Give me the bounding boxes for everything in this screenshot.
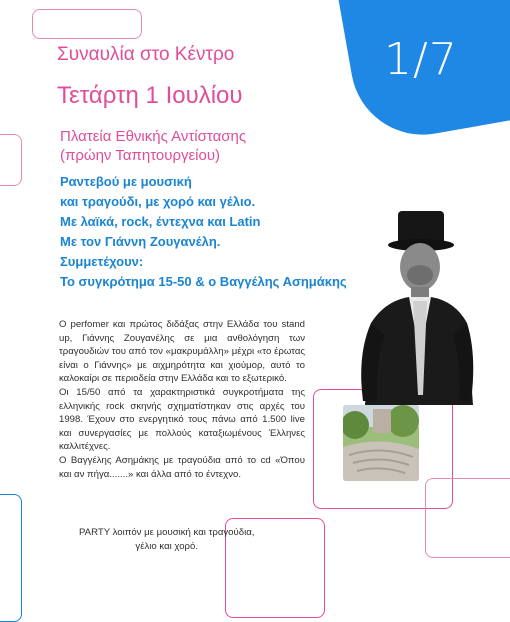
decor-box-bottom-right — [425, 478, 510, 558]
highlight-line: Συμμετέχουν: — [60, 254, 144, 269]
highlight-line: Ραντεβού με μουσική — [60, 174, 192, 189]
performer-photo — [305, 205, 475, 405]
closing-text — [79, 526, 254, 553]
highlight-line: και τραγούδι, με χορό και γέλιο. — [60, 194, 256, 209]
location-line-1: Πλατεία Εθνικής Αντίστασης — [60, 128, 247, 145]
decor-box-left — [0, 134, 22, 186]
date-label: 1/7 — [384, 34, 458, 85]
event-highlights — [60, 172, 347, 292]
description-paragraph: Οι 15/50 από τα χαρακτηριστικά συγκροτήματα της ελληνικής rock σκηνής σχηματίστηκαν στις αρχές του 1998. Έχουν στο ενεργητικό τους πάνω από 1.500 live και συνεργασίες με πολλούς καταξιωμένους Έλληνες καλλιτέχνες. — [59, 386, 305, 453]
highlight-line: Με τον Γιάννη Ζουγανέλη. — [60, 234, 221, 249]
event-title: Συναυλία στο Κέντρο — [57, 44, 235, 65]
venue-photo — [343, 405, 419, 481]
location-line-2: (πρώην Ταπητουργείου) — [60, 147, 221, 164]
closing-line-2: γέλιο και χορό. — [135, 540, 199, 552]
decor-box-top-left — [32, 9, 142, 39]
event-date: Τετάρτη 1 Ιουλίου — [57, 82, 243, 109]
closing-line-1: PARTY λοιπόν με μουσική και τραγούδια, — [79, 527, 255, 538]
location — [60, 127, 246, 165]
description-paragraph: Ο Βαγγέλης Ασημάκης με τραγούδια από το cd «Όπου και αν πήγα.......» και άλλα από το έντεχνο. — [59, 454, 305, 480]
highlight-line: Το συγκρότημα 15-50 & ο Βαγγέλης Ασημάκης — [60, 274, 347, 289]
description-paragraph: Ο perfomer και πρώτος διδάξας στην Ελλάδα του stand up, Γιάννης Ζουγανέλης σε μια ανθολόγηση των τραγουδιών του από τον «μακρυμάλλη» μέχρι «το έρωτας είναι ο Γιάννης» με αιχμηρότητα και χιούμορ, αυτό το καλοκαίρι σε περιοδεία στην Ελλάδα και το εξωτερικό. — [59, 319, 305, 385]
highlight-line: Με λαϊκά, rock, έντεχνα και Latin — [60, 214, 261, 229]
event-description — [59, 318, 305, 481]
decor-box-bottom-left — [0, 494, 22, 622]
